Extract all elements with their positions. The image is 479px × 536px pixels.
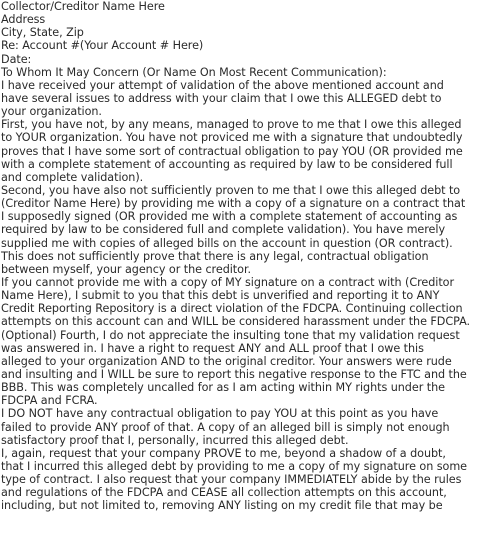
text-line: FDCPA and FCRA. xyxy=(1,394,98,408)
text-line: I supposedly signed (OR provided me with a complete statement of accounting as xyxy=(1,210,458,224)
text-line: and insulting and I WILL be sure to report this negative response to the FTC and the xyxy=(1,367,467,381)
text-line: (Creditor Name Here) by providing me with a copy of a signature on a contract that xyxy=(1,197,466,211)
text-line: required by law to be considered full and complete validation). You have merely xyxy=(1,223,446,237)
text-line: your organization. xyxy=(1,105,102,119)
text-line: Second, you have also not sufficiently proven to me that I owe this alleged debt to xyxy=(1,183,461,197)
letter-document xyxy=(1,0,477,512)
text-line: satisfactory proof that I, personally, incurred this alleged debt. xyxy=(1,433,349,447)
text-line: to YOUR organization. You have not proviced me with a signature that undoubtedly xyxy=(1,131,463,145)
salutation: To Whom It May Concern (Or Name On Most Recent Communication): xyxy=(1,65,387,79)
text-line: If you cannot provide me with a copy of MY signature on a contract with (Creditor xyxy=(1,275,455,289)
text-line: (Optional) Fourth, I do not appreciate the insulting tone that my validation request xyxy=(1,328,460,342)
text-line: attempts on this account can and WILL be considered harassment under the FDCPA. xyxy=(1,315,471,329)
text-line: First, you have not, by any means, managed to prove to me that I owe this alleged xyxy=(1,118,462,132)
text-line: I DO NOT have any contractual obligation to pay YOU at this point as you have xyxy=(1,407,439,421)
text-line: Name Here), I submit to you that this debt is unverified and reporting it to ANY xyxy=(1,289,440,303)
text-line: I, again, request that your company PROVE to me, beyond a shadow of a doubt, xyxy=(1,446,446,460)
text-line: type of contract. I also request that your company IMMEDIATELY abide by the rules xyxy=(1,473,462,487)
collector-name: Collector/Creditor Name Here xyxy=(1,0,165,13)
text-line: BBB. This was completely uncalled for as I am acting within MY rights under the xyxy=(1,381,445,395)
address-line: Address xyxy=(1,13,46,27)
text-line: This does not sufficiently prove that there is any legal, contractual obligation xyxy=(1,249,429,263)
text-line: was answered in. I have a right to request ANY and ALL proof that I owe this xyxy=(1,341,424,355)
text-line: and complete validation). xyxy=(1,170,144,184)
text-line: Credit Reporting Repository is a direct violation of the FDCPA. Continuing collection xyxy=(1,302,463,316)
date-line: Date: xyxy=(1,52,32,66)
text-line: alleged to your organization AND to the original creditor. Your answers were rude xyxy=(1,354,452,368)
text-line: including, but not limited to, removing ANY listing on my credit file that may be xyxy=(1,499,443,513)
text-line: failed to provide ANY proof of that. A copy of an alleged bill is simply not enough xyxy=(1,420,450,434)
text-line: between myself, your agency or the creditor. xyxy=(1,262,251,276)
text-line: that I incurred this alleged debt by providing to me a copy of my signature on some xyxy=(1,459,468,473)
text-line: have several issues to address with your claim that I owe this ALLEGED debt to xyxy=(1,91,442,105)
re-account-line: Re: Account #(Your Account # Here) xyxy=(1,39,204,53)
text-line: I have received your attempt of validation of the above mentioned account and xyxy=(1,78,444,92)
text-line: supplied me with copies of alleged bills on the account in question (OR contract). xyxy=(1,236,453,250)
text-line: and regulations of the FDCPA and CEASE all collection attempts on this account, xyxy=(1,486,447,500)
text-line: proves that I have some sort of contractual obligation to pay YOU (OR provided me xyxy=(1,144,463,158)
city-state-zip-line: City, State, Zip xyxy=(1,26,84,40)
text-line: with a complete statement of accounting as required by law to be considered full xyxy=(1,157,453,171)
